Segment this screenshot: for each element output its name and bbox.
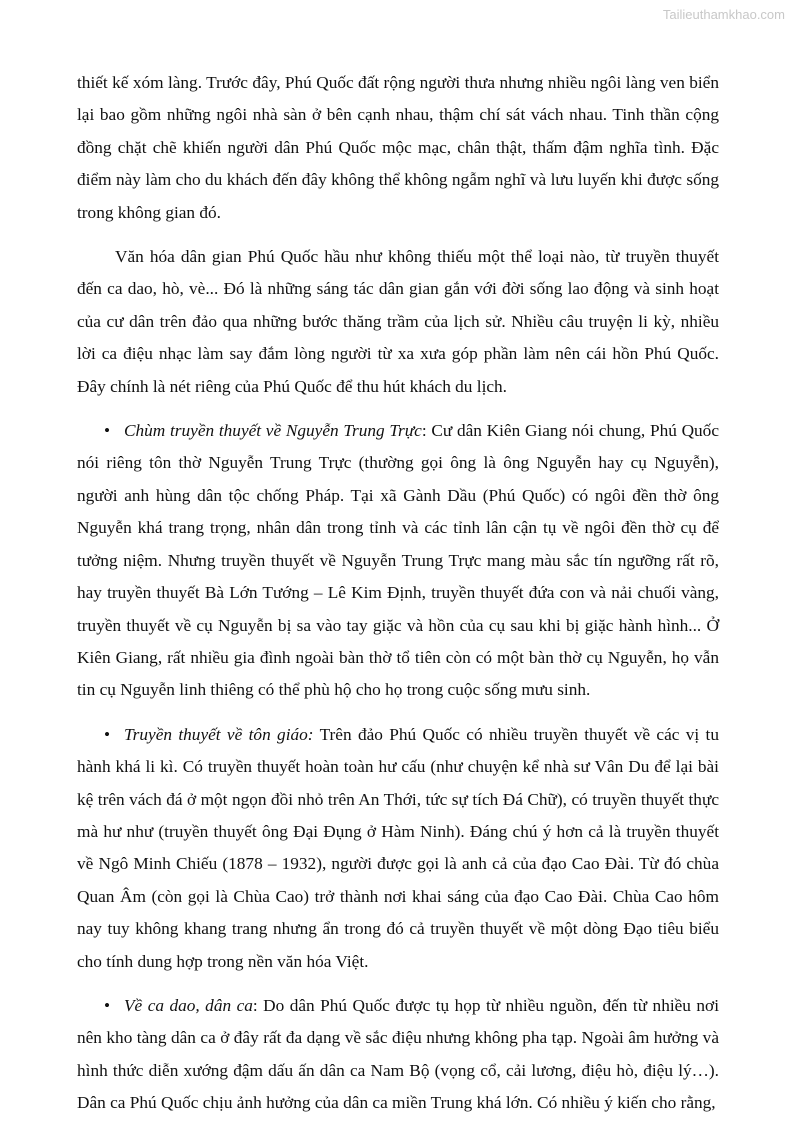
bullet-title: Truyền thuyết về tôn giáo: — [124, 724, 314, 744]
bullet-title: Về ca dao, dân ca — [124, 995, 253, 1015]
document-body — [77, 67, 719, 1132]
bullet-icon: • — [104, 724, 111, 744]
bullet-text: Trên đảo Phú Quốc có nhiều truyền thuyết về các vị tu hành khá li kì. Có truyền thuyết hoàn toàn hư cấu (như chuyện kể nhà sư Vân Du để lại bài kệ trên vách đá ở một ngọn đồi nhỏ trên An Thới, tức sự tích Đá Chữ), có truyền thuyết thực mà hư như (truyền thuyết ông Đại Đụng ở Hàm Ninh). Đáng chú ý hơn cả là truyền thuyết về Ngô Minh Chiếu (1878 – 1932), người được gọi là anh cả của đạo Cao Đài. Từ đó chùa Quan Âm (còn gọi là Chùa Cao) trở thành nơi khai sáng của đạo Cao Đài. Chùa Cao hôm nay tuy không khang trang nhưng ẩn trong đó cả truyền thuyết về một dòng Đạo tiêu biểu cho tính dung hợp trong nền văn hóa Việt. — [77, 724, 719, 971]
bullet-text: : Cư dân Kiên Giang nói chung, Phú Quốc nói riêng tôn thờ Nguyễn Trung Trực (thường gọi ông là ông Nguyễn hay cụ Nguyễn), người anh hùng dân tộc chống Pháp. Tại xã Gành Dầu (Phú Quốc) có ngôi đền thờ ông Nguyễn khá trang trọng, nhân dân trong tỉnh và các tỉnh lân cận tụ về ngôi đền thờ cụ để tưởng niệm. Nhưng truyền thuyết về Nguyễn Trung Trực mang màu sắc tín ngưỡng rất rõ, hay truyền thuyết Bà Lớn Tướng – Lê Kim Định, truyền thuyết đứa con và nải chuối vàng, truyền thuyết về cụ Nguyễn bị sa vào tay giặc và hồn của cụ sau khi bị giặc hành hình... Ở Kiên Giang, rất nhiều gia đình ngoài bàn thờ tổ tiên còn có một bàn thờ cụ Nguyễn, họ vẫn tin cụ Nguyễn linh thiêng có thể phù hộ cho họ trong cuộc sống mưu sinh. — [77, 421, 719, 700]
bullet-text: : Do dân Phú Quốc được tụ họp từ nhiều nguồn, đến từ nhiều nơi nên kho tàng dân ca ở đây rất đa dạng về sắc điệu nhưng không pha tạp. Ngoài âm hưởng và hình thức diễn xướng đậm dấu ấn dân ca Nam Bộ (vọng cổ, cải lương, điệu hò, điệu lý…). Dân ca Phú Quốc chịu ảnh hưởng của dân ca miền Trung khá lớn. Có nhiều ý kiến cho rằng, — [77, 995, 719, 1113]
bullet-title: Chùm truyền thuyết về Nguyễn Trung Trực — [124, 421, 422, 441]
paragraph: Văn hóa dân gian Phú Quốc hầu như không thiếu một thể loại nào, từ truyền thuyết đến ca dao, hò, vè... Đó là những sáng tác dân gian gắn với đời sống lao động và sinh hoạt của cư dân trên đảo qua những bước thăng trầm của lịch sử. Nhiều câu truyện li kỳ, nhiều lời ca điệu nhạc làm say đắm lòng người từ xa xưa góp phần làm nên cái hồn Phú Quốc. Đây chính là nét riêng của Phú Quốc để thu hút khách du lịch. — [77, 247, 719, 396]
bullet-item — [77, 719, 719, 978]
bullet-icon: • — [104, 421, 111, 441]
bullet-icon: • — [104, 995, 111, 1015]
bullet-item — [77, 415, 719, 707]
watermark: Tailieuthamkhao.com — [662, 7, 785, 22]
paragraph: thiết kế xóm làng. Trước đây, Phú Quốc đất rộng người thưa nhưng nhiều ngôi làng ven biển lại bao gồm những ngôi nhà sàn ở bên cạnh nhau, thậm chí sát vách nhau. Tinh thần cộng đồng chặt chẽ khiến người dân Phú Quốc mộc mạc, chân thật, thấm đậm nghĩa tình. Đặc điểm này làm cho du khách đến đây không thể không ngẫm nghĩ và lưu luyến khi được sống trong không gian đó. — [77, 73, 719, 222]
bullet-item — [77, 990, 719, 1120]
